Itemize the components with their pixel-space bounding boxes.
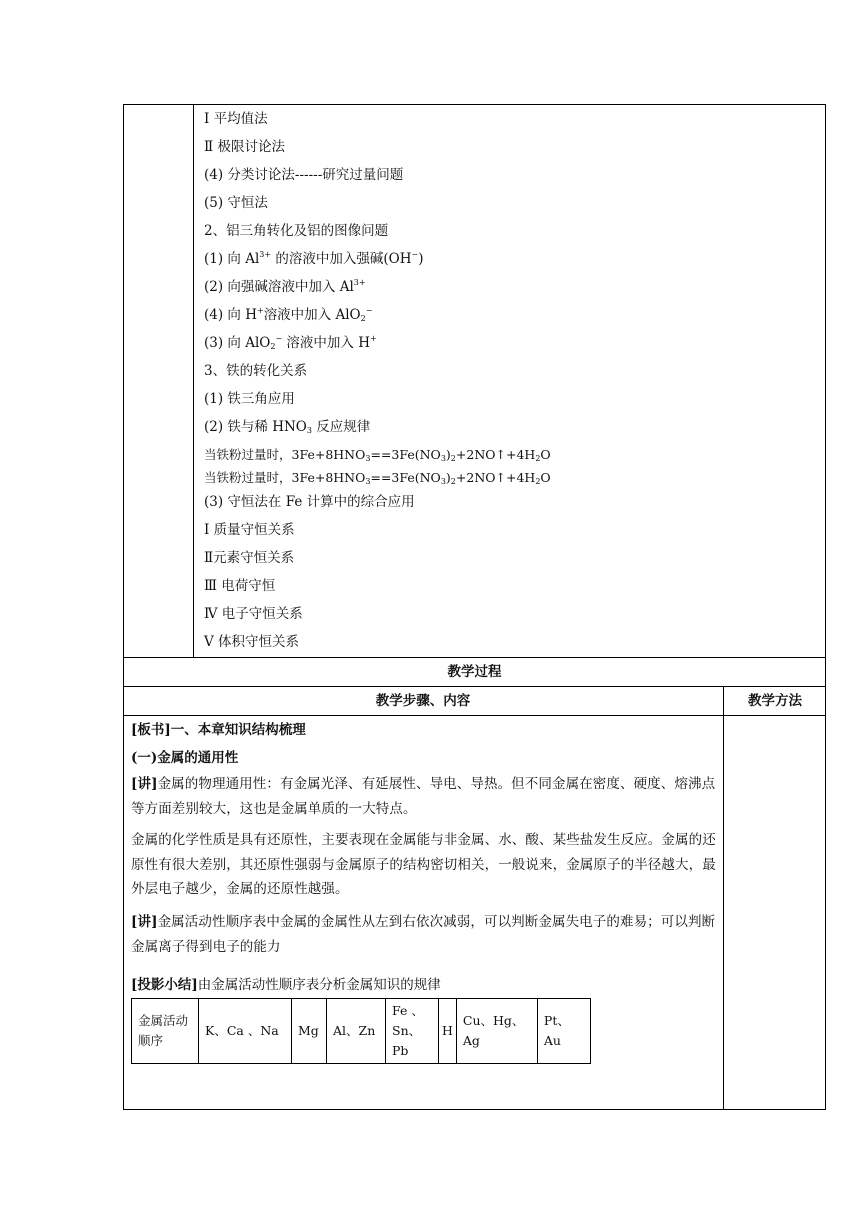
text-line: Ⅲ 电荷守恒 — [204, 578, 276, 594]
text-line: Ⅱ元素守恒关系 — [204, 550, 295, 566]
section-heading: 2、铝三角转化及铝的图像问题 — [204, 223, 389, 239]
text-line: (1) 铁三角应用 — [204, 391, 295, 407]
row-divider-2 — [123, 686, 826, 687]
text-line: Ⅱ 极限讨论法 — [204, 139, 285, 155]
board-heading: [板书]一、本章知识结构梳理 — [131, 722, 306, 738]
sub-heading: (一)金属的通用性 — [131, 750, 239, 766]
activity-cell: Pt、Au — [537, 999, 590, 1064]
activity-cell: K、Ca 、Na — [199, 999, 292, 1064]
text-line: (4) 向 H+溶液中加入 AlO$_2$− — [204, 306, 373, 323]
activity-series-table — [131, 998, 591, 1064]
activity-cell: Al、Zn — [327, 999, 386, 1064]
equation-line: 当铁粉过量时，$3Fe+8HNO_3==3Fe(NO_3)_2+2NO↑+4H_2O$ — [204, 447, 551, 463]
method-column-header: 教学方法 — [748, 693, 802, 709]
process-title: 教学过程 — [447, 664, 502, 680]
column-divider-method — [723, 686, 724, 1110]
text-line: (2) 铁与稀 $HNO_3$ 反应规律 — [204, 419, 371, 435]
activity-cell: Mg — [292, 999, 327, 1064]
section-heading: 3、铁的转化关系 — [204, 363, 308, 379]
paragraph-chemical: 金属的化学性质是具有还原性，主要表现在金属能与非金属、水、酸、某些盐发生反应。金属的还原性有很大差别，其还原性强弱与金属原子的结构密切相关，一般说来，金属原子的半径越大，最外层电子越少，金属的还原性越强。 — [131, 832, 716, 897]
text-line: (3) 守恒法在 Fe 计算中的综合应用 — [204, 494, 415, 510]
text-line: (1) 向 $Al^{3+}$ 的溶液中加入强碱(OH−) — [204, 250, 424, 267]
activity-cell: H — [439, 999, 457, 1064]
text-line: (3) 向 AlO$_2$− 溶液中加入 H+ — [204, 334, 377, 351]
activity-cell: Fe 、Sn、Pb — [386, 999, 439, 1064]
text-line: Ⅰ 平均值法 — [204, 111, 268, 127]
paragraph-physical: [讲]金属的物理通用性：有金属光泽、有延展性、导电、导热。但不同金属在密度、硬度、熔沸点等方面差别较大，这也是金属单质的一大特点。 — [131, 776, 716, 817]
text-line: (5) 守恒法 — [204, 195, 268, 211]
activity-cell: 金属活动顺序 — [132, 999, 199, 1064]
text-line: (4) 分类讨论法------研究过量问题 — [204, 167, 404, 183]
activity-cell: Cu、Hg、Ag — [456, 999, 537, 1064]
text-line: (2) 向强碱溶液中加入 $Al^{3+}$ — [204, 278, 366, 295]
equation-line: 当铁粉过量时，$3Fe+8HNO_3==3Fe(NO_3)_2+2NO↑+4H_2O$ — [204, 470, 551, 486]
steps-column-header: 教学步骤、内容 — [375, 693, 471, 709]
text-line: Ⅴ 体积守恒关系 — [204, 634, 300, 650]
paragraph-activity: [讲]金属活动性顺序表中金属的金属性从左到右依次减弱，可以判断金属失电子的难易；可以判断金属离子得到电子的能力 — [131, 914, 716, 955]
row-divider-1 — [123, 657, 826, 658]
row-divider-3 — [123, 715, 826, 716]
text-line: Ⅳ 电子守恒关系 — [204, 606, 303, 622]
column-divider-upper — [193, 104, 194, 657]
text-line: Ⅰ 质量守恒关系 — [204, 522, 295, 538]
projection-summary: [投影小结]由金属活动性顺序表分析金属知识的规律 — [131, 977, 441, 993]
